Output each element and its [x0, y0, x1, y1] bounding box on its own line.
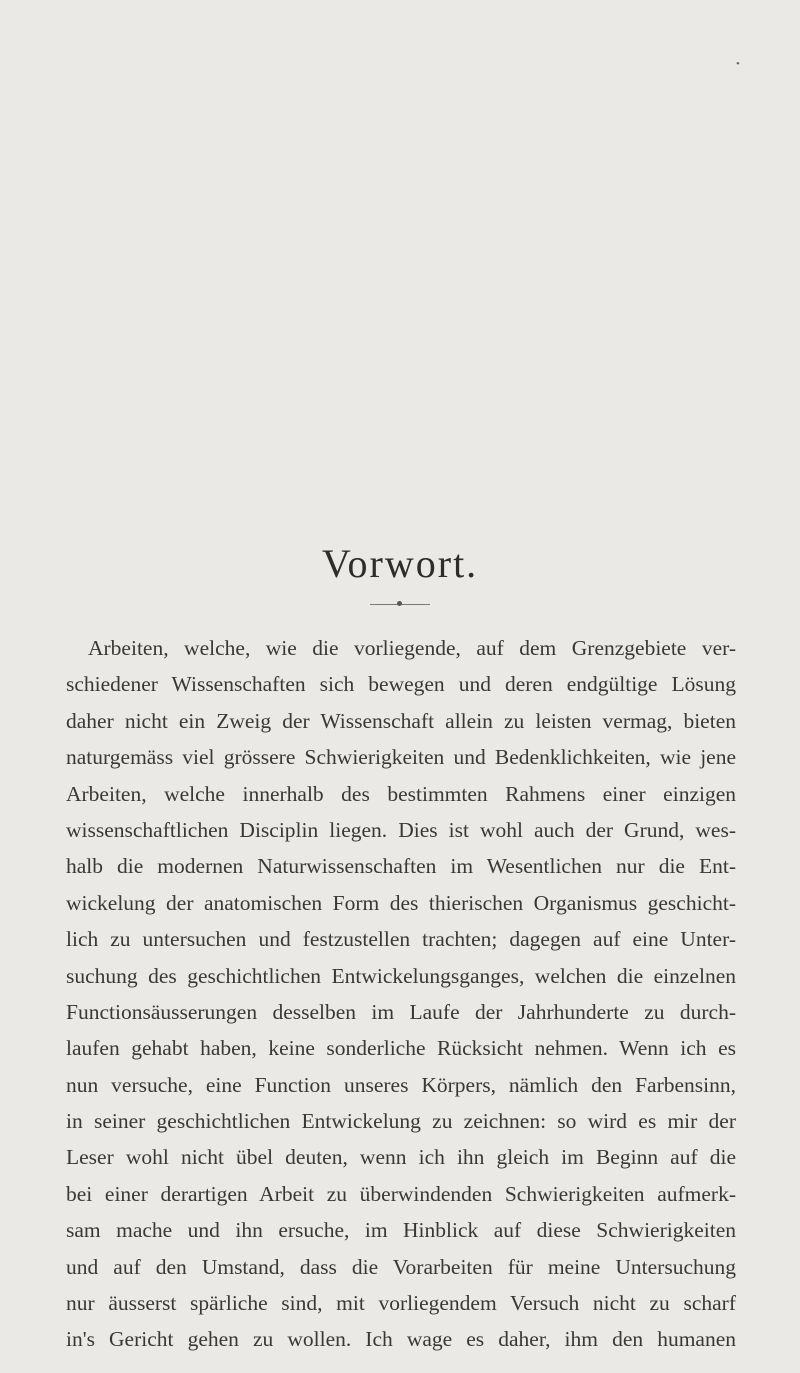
text-line: Functionsäusserungen desselben im Laufe der Jahrhunderte zu durch- — [66, 999, 736, 1024]
text-line: in's Gericht gehen zu wollen. Ich wage es daher, ihm den humanen — [66, 1327, 736, 1352]
text-line: Arbeiten, welche innerhalb des bestimmten Rahmens einer einzigen — [66, 781, 736, 806]
text-line: nun versuche, eine Function unseres Körpers, nämlich den Farbensinn, — [66, 1072, 736, 1097]
text-line: in seiner geschichtlichen Entwickelung zu zeichnen: so wird es mir der — [66, 1109, 736, 1134]
text-line: naturgemäss viel grössere Schwierigkeiten und Bedenklichkeiten, wie jene — [66, 745, 736, 770]
text-line: nur äusserst spärliche sind, mit vorliegendem Versuch nicht zu scharf — [66, 1291, 736, 1316]
text-line: wickelung der anatomischen Form des thierischen Organismus geschicht- — [66, 890, 736, 915]
text-line: halb die modernen Naturwissenschaften im Wesentlichen nur die Ent- — [66, 854, 736, 879]
text-line: daher nicht ein Zweig der Wissenschaft allein zu leisten vermag, bieten — [66, 708, 736, 733]
text-line: schiedener Wissenschaften sich bewegen und deren endgültige Lösung — [66, 672, 736, 697]
page-corner-mark: • — [736, 58, 740, 70]
text-line: sam mache und ihn ersuche, im Hinblick auf diese Schwierigkeiten — [66, 1218, 736, 1243]
title-divider-ornament — [397, 601, 402, 606]
text-line: laufen gehabt haben, keine sonderliche Rücksicht nehmen. Wenn ich es — [66, 1036, 736, 1061]
preface-body — [66, 630, 736, 1358]
text-line: und auf den Umstand, dass die Vorarbeiten für meine Untersuchung — [66, 1254, 736, 1279]
text-line: Arbeiten, welche, wie die vorliegende, auf dem Grenzgebiete ver- — [88, 636, 736, 660]
text-line: wissenschaftlichen Disciplin liegen. Dies ist wohl auch der Grund, wes- — [66, 817, 736, 842]
text-line: suchung des geschichtlichen Entwickelungsganges, welchen die einzelnen — [66, 963, 736, 988]
text-line: bei einer derartigen Arbeit zu überwindenden Schwierigkeiten aufmerk- — [66, 1181, 736, 1206]
text-line: lich zu untersuchen und festzustellen trachten; dagegen auf eine Unter- — [66, 927, 736, 952]
text-line: Leser wohl nicht übel deuten, wenn ich ihn gleich im Beginn auf die — [66, 1145, 736, 1170]
page-title: Vorwort. — [321, 541, 479, 586]
